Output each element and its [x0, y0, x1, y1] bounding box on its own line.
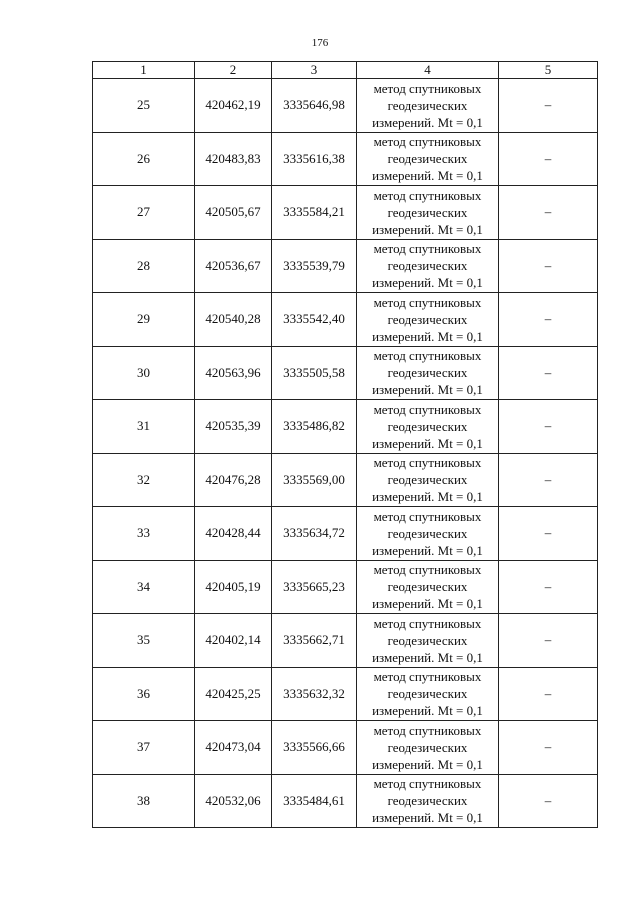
coordinate-y: 3335505,58 [272, 346, 357, 400]
point-number: 32 [93, 453, 195, 507]
method-line: геодезических [387, 579, 468, 595]
column-5-value: – [499, 614, 598, 668]
method-line: геодезических [387, 204, 468, 220]
coordinate-y: 3335539,79 [272, 239, 357, 293]
point-number: 27 [93, 186, 195, 240]
table-row [93, 507, 598, 561]
table-row [93, 132, 598, 186]
method-description [357, 346, 499, 400]
table-row [93, 346, 598, 400]
header-row [93, 62, 598, 79]
coordinate-y: 3335646,98 [272, 79, 357, 133]
method-line: измерений. Mt = 0,1 [372, 649, 483, 665]
coordinate-y: 3335569,00 [272, 453, 357, 507]
table-row [93, 293, 598, 347]
method-line: измерений. Mt = 0,1 [372, 542, 483, 558]
method-line: измерений. Mt = 0,1 [372, 168, 483, 184]
coordinate-x: 420462,19 [195, 79, 272, 133]
table-row [93, 453, 598, 507]
method-line: геодезических [387, 686, 468, 702]
method-line: метод спутниковых [373, 294, 482, 310]
header-col-5: 5 [499, 62, 598, 79]
table-row [93, 79, 598, 133]
column-5-value: – [499, 774, 598, 828]
method-line: геодезических [387, 97, 468, 113]
table-row [93, 774, 598, 828]
coordinate-y: 3335665,23 [272, 560, 357, 614]
method-line: метод спутниковых [373, 348, 482, 364]
coordinate-y: 3335632,32 [272, 667, 357, 721]
coordinate-x: 420535,39 [195, 400, 272, 454]
table-row [93, 186, 598, 240]
table-row [93, 560, 598, 614]
coordinate-y: 3335484,61 [272, 774, 357, 828]
method-description [357, 507, 499, 561]
column-5-value: – [499, 186, 598, 240]
point-number: 28 [93, 239, 195, 293]
coordinate-y: 3335486,82 [272, 400, 357, 454]
column-5-value: – [499, 507, 598, 561]
method-line: геодезических [387, 151, 468, 167]
coordinate-y: 3335584,21 [272, 186, 357, 240]
column-5-value: – [499, 132, 598, 186]
point-number: 30 [93, 346, 195, 400]
coordinate-x: 420476,28 [195, 453, 272, 507]
column-5-value: – [499, 346, 598, 400]
method-line: измерений. Mt = 0,1 [372, 275, 483, 291]
method-line: измерений. Mt = 0,1 [372, 435, 483, 451]
method-line: метод спутниковых [373, 615, 482, 631]
point-number: 37 [93, 721, 195, 775]
method-line: геодезических [387, 418, 468, 434]
coordinate-x: 420505,67 [195, 186, 272, 240]
coordinate-x: 420536,67 [195, 239, 272, 293]
point-number: 31 [93, 400, 195, 454]
table-row [93, 239, 598, 293]
method-line: метод спутниковых [373, 669, 482, 685]
method-line: геодезических [387, 632, 468, 648]
method-description [357, 560, 499, 614]
method-line: метод спутниковых [373, 776, 482, 792]
column-5-value: – [499, 560, 598, 614]
column-5-value: – [499, 721, 598, 775]
method-description [357, 293, 499, 347]
method-line: метод спутниковых [373, 80, 482, 96]
coordinate-x: 420473,04 [195, 721, 272, 775]
method-line: измерений. Mt = 0,1 [372, 328, 483, 344]
method-line: геодезических [387, 472, 468, 488]
method-line: метод спутниковых [373, 401, 482, 417]
page-number: 176 [311, 37, 329, 49]
method-description [357, 667, 499, 721]
method-line: измерений. Mt = 0,1 [372, 114, 483, 130]
coordinate-y: 3335542,40 [272, 293, 357, 347]
method-line: метод спутниковых [373, 562, 482, 578]
coordinate-y: 3335662,71 [272, 614, 357, 668]
column-5-value: – [499, 239, 598, 293]
coordinate-x: 420483,83 [195, 132, 272, 186]
point-number: 33 [93, 507, 195, 561]
header-col-1: 1 [93, 62, 195, 79]
method-description [357, 132, 499, 186]
method-line: метод спутниковых [373, 134, 482, 150]
point-number: 38 [93, 774, 195, 828]
point-number: 35 [93, 614, 195, 668]
header-col-2: 2 [195, 62, 272, 79]
method-description [357, 614, 499, 668]
method-line: метод спутниковых [373, 241, 482, 257]
method-description [357, 239, 499, 293]
coordinate-x: 420425,25 [195, 667, 272, 721]
method-line: измерений. Mt = 0,1 [372, 489, 483, 505]
method-description [357, 400, 499, 454]
coordinate-y: 3335616,38 [272, 132, 357, 186]
point-number: 26 [93, 132, 195, 186]
coordinate-y: 3335566,66 [272, 721, 357, 775]
coordinate-x: 420532,06 [195, 774, 272, 828]
coordinate-y: 3335634,72 [272, 507, 357, 561]
table-row [93, 667, 598, 721]
column-5-value: – [499, 293, 598, 347]
column-5-value: – [499, 667, 598, 721]
method-line: измерений. Mt = 0,1 [372, 756, 483, 772]
column-5-value: – [499, 453, 598, 507]
coordinates-table [92, 61, 598, 828]
method-line: геодезических [387, 365, 468, 381]
method-description [357, 79, 499, 133]
column-5-value: – [499, 400, 598, 454]
column-5-value: – [499, 79, 598, 133]
table-row [93, 721, 598, 775]
method-line: измерений. Mt = 0,1 [372, 221, 483, 237]
method-line: измерений. Mt = 0,1 [372, 810, 483, 826]
method-line: метод спутниковых [373, 455, 482, 471]
method-line: геодезических [387, 311, 468, 327]
method-line: геодезических [387, 258, 468, 274]
coordinate-x: 420402,14 [195, 614, 272, 668]
point-number: 36 [93, 667, 195, 721]
header-col-4: 4 [357, 62, 499, 79]
method-line: измерений. Mt = 0,1 [372, 596, 483, 612]
method-line: метод спутниковых [373, 722, 482, 738]
table-row [93, 400, 598, 454]
method-line: геодезических [387, 793, 468, 809]
header-col-3: 3 [272, 62, 357, 79]
method-line: геодезических [387, 739, 468, 755]
method-description [357, 453, 499, 507]
method-description [357, 186, 499, 240]
coordinate-x: 420428,44 [195, 507, 272, 561]
method-line: измерений. Mt = 0,1 [372, 382, 483, 398]
point-number: 34 [93, 560, 195, 614]
coordinate-x: 420563,96 [195, 346, 272, 400]
coordinate-x: 420405,19 [195, 560, 272, 614]
method-line: измерений. Mt = 0,1 [372, 703, 483, 719]
point-number: 25 [93, 79, 195, 133]
point-number: 29 [93, 293, 195, 347]
table-row [93, 614, 598, 668]
method-line: метод спутниковых [373, 187, 482, 203]
method-description [357, 721, 499, 775]
coordinate-x: 420540,28 [195, 293, 272, 347]
method-line: геодезических [387, 525, 468, 541]
method-line: метод спутниковых [373, 508, 482, 524]
method-description [357, 774, 499, 828]
